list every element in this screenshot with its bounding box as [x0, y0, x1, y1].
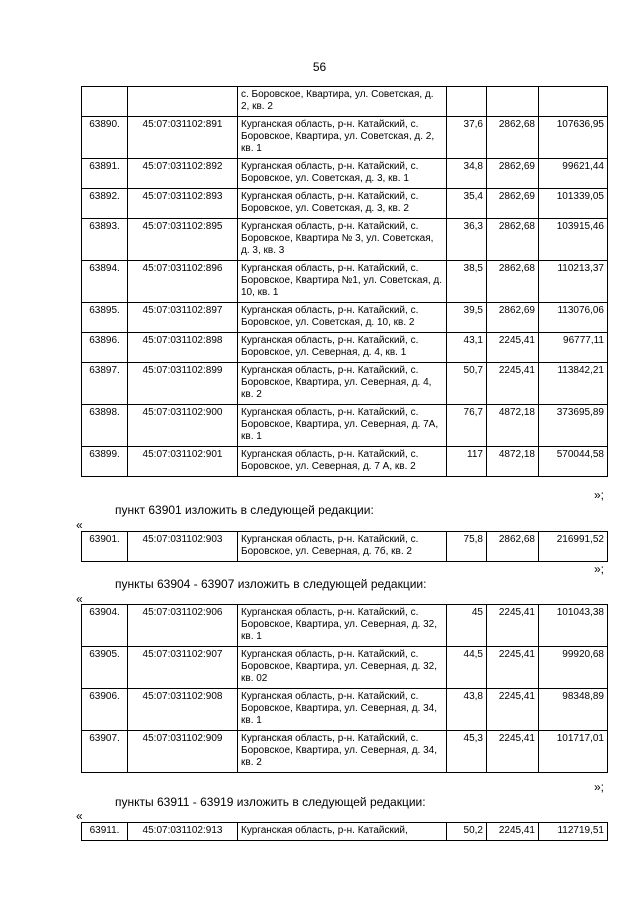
opening-quote: «	[76, 809, 83, 823]
cadastral-number-cell: 45:07:031102:900	[128, 405, 238, 447]
cadastral-value-cell: 101043,38	[539, 605, 608, 647]
row-number-cell	[82, 87, 128, 117]
cadastral-number-cell: 45:07:031102:903	[128, 532, 238, 562]
address-cell: Курганская область, р-н. Катайский, с. Боровское, Квартира, ул. Советская, д. 2, кв. 1	[238, 117, 447, 159]
rate-cell: 2245,41	[487, 333, 539, 363]
cadastral-number-cell: 45:07:031102:895	[128, 219, 238, 261]
table-row	[82, 405, 608, 447]
row-number-cell: 63893.	[82, 219, 128, 261]
row-number-cell: 63892.	[82, 189, 128, 219]
area-cell: 38,5	[447, 261, 487, 303]
row-number-cell: 63890.	[82, 117, 128, 159]
row-number-cell: 63898.	[82, 405, 128, 447]
rate-cell: 2245,41	[487, 689, 539, 731]
rate-cell: 4872,18	[487, 405, 539, 447]
cadastral-value-cell: 107636,95	[539, 117, 608, 159]
row-number-cell: 63899.	[82, 447, 128, 477]
closing-quote: »;	[594, 562, 605, 576]
address-cell: Курганская область, р-н. Катайский, с. Боровское, ул. Советская, д. 10, кв. 2	[238, 303, 447, 333]
address-cell: Курганская область, р-н. Катайский, с. Боровское, Квартира, ул. Северная, д. 4, кв. 2	[238, 363, 447, 405]
cadastral-value-cell: 113076,06	[539, 303, 608, 333]
cadastral-value-cell: 570044,58	[539, 447, 608, 477]
row-number-cell: 63905.	[82, 647, 128, 689]
area-cell	[447, 87, 487, 117]
area-cell: 75,8	[447, 532, 487, 562]
opening-quote: «	[76, 518, 83, 532]
cadastral-number-cell: 45:07:031102:892	[128, 159, 238, 189]
page-number: 56	[312, 60, 327, 74]
instruction-63911-63919: пункты 63911 - 63919 изложить в следующей редакции:	[115, 795, 426, 809]
register-table-4	[81, 822, 608, 841]
cadastral-value-cell: 110213,37	[539, 261, 608, 303]
table-row	[82, 87, 608, 117]
cadastral-number-cell: 45:07:031102:906	[128, 605, 238, 647]
area-cell: 44,5	[447, 647, 487, 689]
row-number-cell: 63891.	[82, 159, 128, 189]
cadastral-value-cell: 96777,11	[539, 333, 608, 363]
cadastral-number-cell: 45:07:031102:896	[128, 261, 238, 303]
register-table-3	[81, 604, 608, 773]
row-number-cell: 63901.	[82, 532, 128, 562]
cadastral-value-cell: 99920,68	[539, 647, 608, 689]
cadastral-number-cell: 45:07:031102:898	[128, 333, 238, 363]
register-table-1	[81, 86, 608, 477]
area-cell: 39,5	[447, 303, 487, 333]
row-number-cell: 63896.	[82, 333, 128, 363]
row-number-cell: 63894.	[82, 261, 128, 303]
table-row	[82, 261, 608, 303]
rate-cell: 2862,69	[487, 303, 539, 333]
rate-cell: 2862,68	[487, 261, 539, 303]
table-row	[82, 303, 608, 333]
rate-cell: 2245,41	[487, 731, 539, 773]
cadastral-value-cell	[539, 87, 608, 117]
cadastral-value-cell: 113842,21	[539, 363, 608, 405]
cadastral-number-cell: 45:07:031102:909	[128, 731, 238, 773]
rate-cell: 2245,41	[487, 823, 539, 841]
table-row	[82, 447, 608, 477]
table-row	[82, 189, 608, 219]
instruction-63904-63907: пункты 63904 - 63907 изложить в следующей редакции:	[115, 577, 427, 591]
table-row	[82, 363, 608, 405]
table-row	[82, 823, 608, 841]
row-number-cell: 63895.	[82, 303, 128, 333]
cadastral-number-cell: 45:07:031102:908	[128, 689, 238, 731]
row-number-cell: 63911.	[82, 823, 128, 841]
address-cell: Курганская область, р-н. Катайский, с. Боровское, Квартира, ул. Северная, д. 7А, кв. 1	[238, 405, 447, 447]
cadastral-number-cell: 45:07:031102:897	[128, 303, 238, 333]
cadastral-number-cell: 45:07:031102:893	[128, 189, 238, 219]
table-row	[82, 333, 608, 363]
rate-cell: 2862,69	[487, 189, 539, 219]
cadastral-value-cell: 373695,89	[539, 405, 608, 447]
table-row	[82, 731, 608, 773]
row-number-cell: 63907.	[82, 731, 128, 773]
rate-cell: 2245,41	[487, 605, 539, 647]
address-cell: Курганская область, р-н. Катайский, с. Боровское, ул. Советская, д. 3, кв. 1	[238, 159, 447, 189]
address-cell: Курганская область, р-н. Катайский, с. Боровское, Квартира № 3, ул. Советская, д. 3, кв. 3	[238, 219, 447, 261]
area-cell: 50,2	[447, 823, 487, 841]
row-number-cell: 63897.	[82, 363, 128, 405]
table-row	[82, 689, 608, 731]
cadastral-value-cell: 112719,51	[539, 823, 608, 841]
table-row	[82, 219, 608, 261]
area-cell: 45,3	[447, 731, 487, 773]
area-cell: 43,8	[447, 689, 487, 731]
cadastral-number-cell: 45:07:031102:891	[128, 117, 238, 159]
rate-cell: 2862,68	[487, 532, 539, 562]
address-cell: Курганская область, р-н. Катайский, с. Боровское, ул. Северная, д. 7 А, кв. 2	[238, 447, 447, 477]
area-cell: 34,8	[447, 159, 487, 189]
cadastral-number-cell	[128, 87, 238, 117]
rate-cell: 2862,69	[487, 159, 539, 189]
address-cell: Курганская область, р-н. Катайский, с. Боровское, Квартира, ул. Северная, д. 32, кв. 1	[238, 605, 447, 647]
cadastral-number-cell: 45:07:031102:907	[128, 647, 238, 689]
rate-cell: 2862,68	[487, 117, 539, 159]
cadastral-value-cell: 101717,01	[539, 731, 608, 773]
instruction-63901: пункт 63901 изложить в следующей редакции:	[115, 503, 374, 517]
address-cell: Курганская область, р-н. Катайский, с. Боровское, Квартира, ул. Северная, д. 34, кв. 1	[238, 689, 447, 731]
area-cell: 37,6	[447, 117, 487, 159]
cadastral-value-cell: 99621,44	[539, 159, 608, 189]
closing-quote: »;	[594, 488, 605, 502]
area-cell: 117	[447, 447, 487, 477]
address-cell: Курганская область, р-н. Катайский, с. Боровское, ул. Северная, д. 7б, кв. 2	[238, 532, 447, 562]
area-cell: 45	[447, 605, 487, 647]
area-cell: 76,7	[447, 405, 487, 447]
rate-cell: 2862,68	[487, 219, 539, 261]
cadastral-number-cell: 45:07:031102:901	[128, 447, 238, 477]
opening-quote: «	[76, 592, 83, 606]
address-cell: с. Боровское, Квартира, ул. Советская, д. 2, кв. 2	[238, 87, 447, 117]
area-cell: 50,7	[447, 363, 487, 405]
rate-cell	[487, 87, 539, 117]
table-row	[82, 117, 608, 159]
area-cell: 36,3	[447, 219, 487, 261]
address-cell: Курганская область, р-н. Катайский, с. Боровское, Квартира, ул. Северная, д. 32, кв. 02	[238, 647, 447, 689]
rate-cell: 2245,41	[487, 647, 539, 689]
address-cell: Курганская область, р-н. Катайский,	[238, 823, 447, 841]
cadastral-value-cell: 98348,89	[539, 689, 608, 731]
rate-cell: 2245,41	[487, 363, 539, 405]
register-table-2	[81, 531, 608, 562]
cadastral-value-cell: 216991,52	[539, 532, 608, 562]
row-number-cell: 63904.	[82, 605, 128, 647]
address-cell: Курганская область, р-н. Катайский, с. Боровское, Квартира №1, ул. Советская, д. 10, кв. 1	[238, 261, 447, 303]
address-cell: Курганская область, р-н. Катайский, с. Боровское, ул. Северная, д. 4, кв. 1	[238, 333, 447, 363]
rate-cell: 4872,18	[487, 447, 539, 477]
address-cell: Курганская область, р-н. Катайский, с. Боровское, ул. Советская, д. 3, кв. 2	[238, 189, 447, 219]
cadastral-number-cell: 45:07:031102:913	[128, 823, 238, 841]
cadastral-value-cell: 103915,46	[539, 219, 608, 261]
table-row	[82, 605, 608, 647]
table-row	[82, 532, 608, 562]
row-number-cell: 63906.	[82, 689, 128, 731]
cadastral-number-cell: 45:07:031102:899	[128, 363, 238, 405]
cadastral-value-cell: 101339,05	[539, 189, 608, 219]
table-row	[82, 159, 608, 189]
area-cell: 35,4	[447, 189, 487, 219]
address-cell: Курганская область, р-н. Катайский, с. Боровское, Квартира, ул. Северная, д. 34, кв. 2	[238, 731, 447, 773]
table-row	[82, 647, 608, 689]
closing-quote: »;	[594, 780, 605, 794]
area-cell: 43,1	[447, 333, 487, 363]
